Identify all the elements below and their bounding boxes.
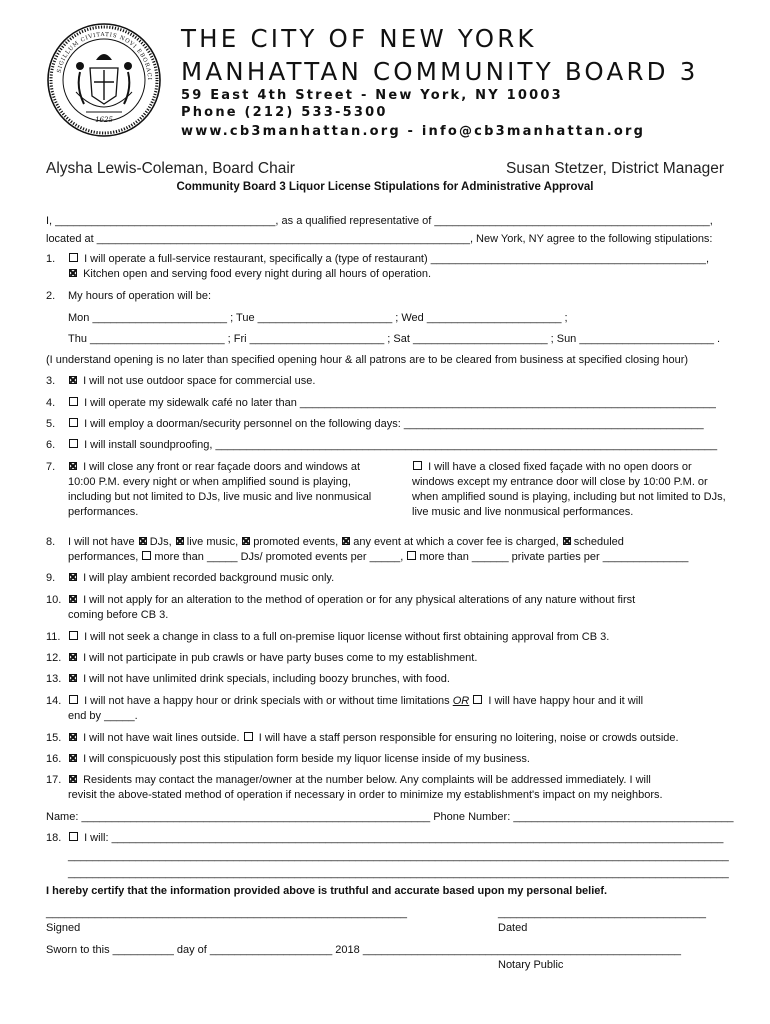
item-8-private-parties-checkbox[interactable] [407, 551, 416, 560]
item-4-checkbox[interactable] [69, 397, 78, 406]
item-8-live-music: live music, [186, 536, 239, 548]
item-10-checkbox-checked[interactable] [69, 595, 77, 603]
sworn-line[interactable]: Sworn to this __________ day of ____________________ 2018 ____________________________________________________ [46, 944, 681, 956]
form-title: Community Board 3 Liquor License Stipulations for Administrative Approval [176, 181, 594, 193]
item-1-checkbox[interactable] [69, 253, 78, 262]
signature-line[interactable]: ___________________________________________________________ [46, 907, 407, 919]
item-18-checkbox[interactable] [69, 832, 78, 841]
item-10-text-2: coming before CB 3. [68, 609, 169, 621]
item-12-checkbox-checked[interactable] [69, 653, 77, 661]
item-8-private-parties: more than ______ private parties per ______________ [419, 551, 689, 563]
item-2-number: 2. [46, 290, 56, 302]
item-8-intro: I will not have [68, 536, 135, 548]
item-10-number: 10. [46, 594, 62, 606]
item-12 [68, 651, 477, 666]
item-10-text: I will not apply for an alteration to the method of operation or for any physical alterations of any nature without first [83, 594, 636, 606]
website-email: www.cb3manhattan.org - info@cb3manhattan.org [181, 124, 646, 139]
item-3 [68, 374, 315, 389]
item-17-text-2: revisit the above-stated method of operation if necessary in order to minimize my establishment's impact on my neighbors. [68, 789, 663, 801]
item-11-checkbox[interactable] [69, 631, 78, 640]
item-1-sub-checkbox-checked[interactable] [69, 269, 77, 277]
item-10 [68, 593, 635, 608]
item-6-checkbox[interactable] [69, 439, 78, 448]
phone: Phone (212) 533-5300 [181, 105, 388, 120]
item-4-text: I will operate my sidewalk café no later than ____________________________________________________________________ [84, 397, 716, 409]
item-5-number: 5. [46, 418, 56, 430]
item-8-more-than-djs: more than _____ DJs/ promoted events per _____, [154, 551, 404, 563]
item-6 [68, 438, 717, 453]
item-2-text: My hours of operation will be: [68, 290, 212, 302]
dated-label: Dated [498, 922, 528, 934]
address: 59 East 4th Street - New York, NY 10003 [181, 88, 563, 103]
signed-label: Signed [46, 922, 81, 934]
item-5 [68, 417, 704, 432]
item-8-cover-fee: any event at which a cover fee is charged, [353, 536, 559, 548]
item-17-number: 17. [46, 774, 62, 786]
item-7-right-text: I will have a closed fixed façade with no open doors or windows except my entrance door will close by 10:00 P.M. or when amplified sound is playing, including but not limited to DJs, live music and live nonmusical performances. [412, 461, 726, 518]
seal-legend: SIGILLUM CIVITATIS NOVI EBORACI [56, 31, 153, 81]
item-17-checkbox-checked[interactable] [69, 775, 77, 783]
city-seal-icon [46, 22, 162, 138]
item-13-text: I will not have unlimited drink specials, including boozy brunches, with food. [83, 673, 450, 685]
item-17 [68, 773, 651, 788]
item-1-sub-text: Kitchen open and serving food every night during all hours of operation. [83, 268, 432, 280]
item-12-text: I will not participate in pub crawls or have party buses come to my establishment. [83, 652, 478, 664]
intro-business-blank[interactable]: _____________________________________________, [434, 215, 713, 227]
district-manager: Susan Stetzer, District Manager [506, 160, 724, 177]
intro-located-at: located at [46, 233, 94, 245]
item-8-more-than-djs-checkbox[interactable] [142, 551, 151, 560]
item-18-number: 18. [46, 832, 62, 844]
item-11 [68, 630, 609, 645]
item-1-sub [68, 267, 431, 282]
item-8-line-1 [68, 535, 624, 550]
item-8-scheduled-checkbox-checked[interactable] [563, 537, 571, 545]
item-14-text-2: end by _____. [68, 710, 138, 722]
name-phone-line[interactable]: Name: _________________________________________________________ Phone Number: ____________________________________ [46, 811, 734, 823]
item-11-number: 11. [46, 631, 61, 643]
item-8-number: 8. [46, 536, 56, 548]
item-8-djs-checkbox-checked[interactable] [139, 537, 147, 545]
seal-year: 1625 [95, 116, 113, 124]
item-18-text[interactable]: I will: ____________________________________________________________________________________________________ [84, 832, 724, 844]
item-8-scheduled: scheduled [573, 536, 624, 548]
item-14-text: I will not have a happy hour or drink specials with or without time limitations [84, 695, 450, 707]
item-16-checkbox-checked[interactable] [69, 754, 77, 762]
hours-note: (I understand opening is no later than specified opening hour & all patrons are to be cleared from business at specified closing hour) [46, 354, 689, 366]
item-18 [68, 831, 723, 846]
intro-line-1 [46, 214, 713, 229]
item-8-line-2 [68, 550, 688, 565]
item-16-text: I will conspicuously post this stipulation form beside my liquor license inside of my business. [83, 753, 530, 765]
item-5-text: I will employ a doorman/security personnel on the following days: _________________________________________________ [84, 418, 704, 430]
item-18-line-3[interactable]: ____________________________________________________________________________________________________________ [68, 867, 729, 879]
intro-representative: I, ____________________________________, as a qualified representative of [46, 215, 432, 227]
item-8-performances: performances, [68, 551, 139, 563]
item-7-left [68, 460, 383, 520]
item-7-number: 7. [46, 461, 56, 473]
item-15-staff-checkbox[interactable] [244, 732, 253, 741]
item-8-live-music-checkbox-checked[interactable] [176, 537, 184, 545]
item-3-text: I will not use outdoor space for commercial use. [83, 375, 316, 387]
item-13-number: 13. [46, 673, 62, 685]
item-9-text: I will play ambient recorded background music only. [83, 572, 335, 584]
item-15 [68, 731, 679, 746]
intro-location-blank[interactable]: _____________________________________________________________, New York, NY agree to the following stipulations: [96, 233, 713, 245]
item-13 [68, 672, 450, 687]
item-7-right [412, 460, 728, 520]
item-16-number: 16. [46, 753, 62, 765]
board-chair: Alysha Lewis-Coleman, Board Chair [46, 160, 295, 177]
item-16 [68, 752, 530, 767]
hours-mon-wed[interactable]: Mon ______________________ ; Tue ______________________ ; Wed ______________________ ; [68, 312, 568, 324]
item-8-djs: DJs, [149, 536, 172, 548]
item-15-staff-text: I will have a staff person responsible for ensuring no loitering, noise or crowds outside. [258, 732, 679, 744]
item-14-checkbox[interactable] [69, 695, 78, 704]
date-line[interactable]: __________________________________ [498, 907, 707, 919]
item-11-text: I will not seek a change in class to a full on-premise liquor license without first obtaining approval from CB 3. [84, 631, 610, 643]
item-7-left-text: I will close any front or rear façade doors and windows at 10:00 P.M. every night or when amplified sound is playing, including but not limited to DJs, live music and live nonmusical performances. [68, 461, 372, 518]
item-3-checkbox-checked[interactable] [69, 376, 77, 384]
item-8-cover-fee-checkbox-checked[interactable] [342, 537, 350, 545]
item-14-or: OR [452, 695, 470, 707]
item-12-number: 12. [46, 652, 62, 664]
item-14-happy-hour-checkbox[interactable] [473, 695, 482, 704]
item-14 [68, 694, 643, 709]
item-7-left-checkbox-checked[interactable] [69, 462, 77, 470]
item-1-number: 1. [46, 253, 56, 265]
item-13-checkbox-checked[interactable] [69, 674, 77, 682]
item-1 [68, 252, 709, 267]
item-4 [68, 396, 716, 411]
item-9-number: 9. [46, 572, 56, 584]
certification-statement: I hereby certify that the information provided above is truthful and accurate based upon my personal belief. [46, 885, 608, 897]
board-title: MANHATTAN COMMUNITY BOARD 3 [181, 57, 699, 86]
item-1-text: I will operate a full-service restaurant, specifically a (type of restaurant) _____________________________________________, [84, 253, 710, 265]
item-15-number: 15. [46, 732, 62, 744]
item-8-promoted-checkbox-checked[interactable] [242, 537, 250, 545]
city-title: THE CITY OF NEW YORK [181, 24, 537, 53]
item-15-text: I will not have wait lines outside. [83, 732, 240, 744]
item-9-checkbox-checked[interactable] [69, 573, 77, 581]
item-18-line-2[interactable]: ____________________________________________________________________________________________________________ [68, 850, 729, 862]
item-7-right-checkbox[interactable] [413, 461, 422, 470]
item-4-number: 4. [46, 397, 56, 409]
item-17-text: Residents may contact the manager/owner at the number below. Any complaints will be addressed immediately. I will [83, 774, 651, 786]
item-5-checkbox[interactable] [69, 418, 78, 427]
intro-line-2 [46, 232, 713, 247]
item-6-text: I will install soundproofing, __________________________________________________________________________________ [84, 439, 718, 451]
item-3-number: 3. [46, 375, 56, 387]
item-8-promoted: promoted events, [253, 536, 339, 548]
item-14-number: 14. [46, 695, 62, 707]
notary-public-label: Notary Public [498, 959, 564, 971]
item-14-happy-hour-text: I will have happy hour and it will [488, 695, 644, 707]
item-9 [68, 571, 334, 586]
item-15-checkbox-checked[interactable] [69, 733, 77, 741]
item-6-number: 6. [46, 439, 56, 451]
hours-thu-sun[interactable]: Thu ______________________ ; Fri ______________________ ; Sat ______________________ ; Sun ______________________ . [68, 333, 721, 345]
